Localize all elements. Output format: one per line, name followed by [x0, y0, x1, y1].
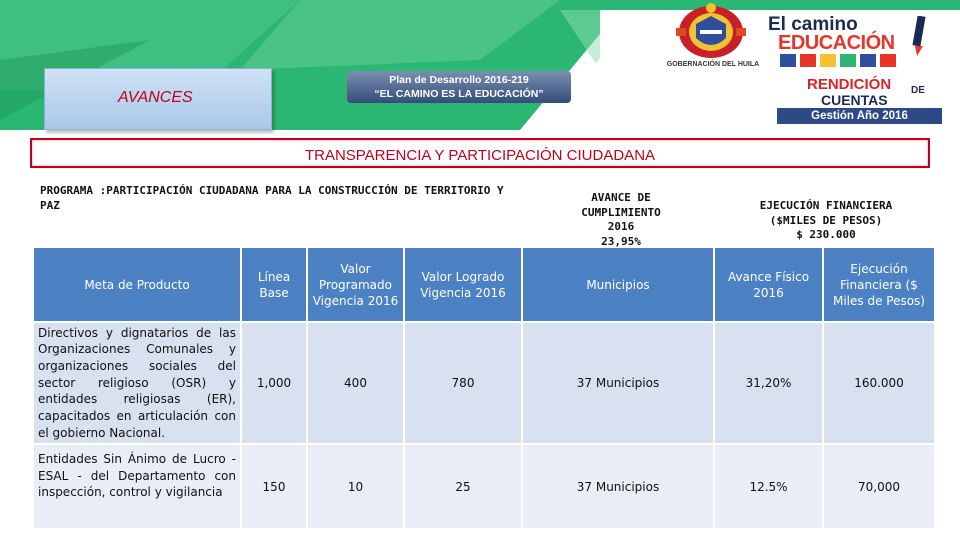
row-avance-fisico: 31,20%	[714, 322, 823, 444]
camino-line-1: El camino	[768, 14, 858, 35]
logos-area	[650, 2, 940, 72]
rendicion-logo	[777, 76, 945, 126]
table-row	[34, 322, 935, 444]
ejecucion-line-3: $ 230.000	[796, 228, 856, 241]
section-title: TRANSPARENCIA Y PARTICIPACIÓN CIUDADANA	[304, 147, 656, 164]
row-ejecucion-financiera: 70,000	[823, 444, 935, 529]
row-municipios: 37 Municipios	[522, 444, 714, 529]
gestion-label: Gestión Año 2016	[777, 108, 942, 124]
ejecucion-financiera	[730, 199, 922, 243]
header-avance-fisico: Avance Físico 2016	[714, 248, 823, 322]
row-municipios: 37 Municipios	[522, 322, 714, 444]
row-linea-base: 150	[241, 444, 307, 529]
header-meta: Meta de Producto	[34, 248, 241, 322]
header-ejecucion-financiera: Ejecución Financiera ($ Miles de Pesos)	[823, 248, 935, 322]
row-ejecucion-financiera: 160.000	[823, 322, 935, 444]
row-valor-logrado: 780	[404, 322, 522, 444]
rendicion-de-label: DE	[911, 85, 925, 96]
huila-crest-icon	[670, 2, 752, 60]
avance-cumplimiento	[558, 191, 684, 249]
avance-line-3: 2016	[607, 220, 635, 233]
table-header-row	[34, 248, 935, 322]
metas-table	[34, 248, 936, 530]
cuentas-label: CUENTAS	[821, 92, 888, 108]
row-meta: Directivos y dignatarios de las Organizaciones Comunales y organizaciones sociales del sector religioso (OSR) y entidades religiosas (ER), capacitados en articulación con el gobierno Nacional.	[34, 322, 241, 444]
ejecucion-line-2: ($MILES DE PESOS)	[769, 213, 883, 227]
programa-title: PROGRAMA :PARTICIPACIÓN CIUDADANA PARA LA CONSTRUCCIÓN DE TERRITORIO Y PAZ	[40, 184, 504, 212]
header-valor-programado: Valor Programado Vigencia 2016	[307, 248, 404, 322]
avance-line-4: 23,95%	[601, 234, 641, 248]
header-valor-logrado: Valor Logrado Vigencia 2016	[404, 248, 522, 322]
table-row	[34, 444, 935, 529]
plan-banner	[347, 71, 571, 103]
camino-icons	[780, 54, 912, 68]
row-avance-fisico: 12.5%	[714, 444, 823, 529]
row-valor-programado: 400	[307, 322, 404, 444]
section-title-box	[30, 138, 930, 168]
row-valor-programado: 10	[307, 444, 404, 529]
avances-label: AVANCES	[118, 89, 193, 106]
rendicion-label: RENDICIÓN	[807, 76, 892, 93]
gobernacion-label: GOBERNACIÓN DEL HUILA	[666, 61, 760, 68]
plan-line-1: Plan de Desarrollo 2016-219	[389, 74, 529, 86]
avance-line-2: CUMPLIMIENTO	[581, 205, 661, 219]
camino-line-2: EDUCACIÓN	[778, 32, 895, 54]
header-linea-base: Línea Base	[241, 248, 307, 322]
avances-box	[44, 68, 272, 130]
row-linea-base: 1,000	[241, 322, 307, 444]
row-valor-logrado: 25	[404, 444, 522, 529]
avance-line-1: AVANCE DE	[591, 191, 651, 204]
header-municipios: Municipios	[522, 248, 714, 322]
plan-line-2: “EL CAMINO ES LA EDUCACIÓN”	[374, 88, 544, 100]
pencil-icon	[912, 16, 926, 56]
ejecucion-line-1: EJECUCIÓN FINANCIERA	[759, 199, 893, 212]
row-meta: Entidades Sin Ánimo de Lucro - ESAL - del Departamento con inspección, control y vigilancia	[34, 444, 241, 529]
